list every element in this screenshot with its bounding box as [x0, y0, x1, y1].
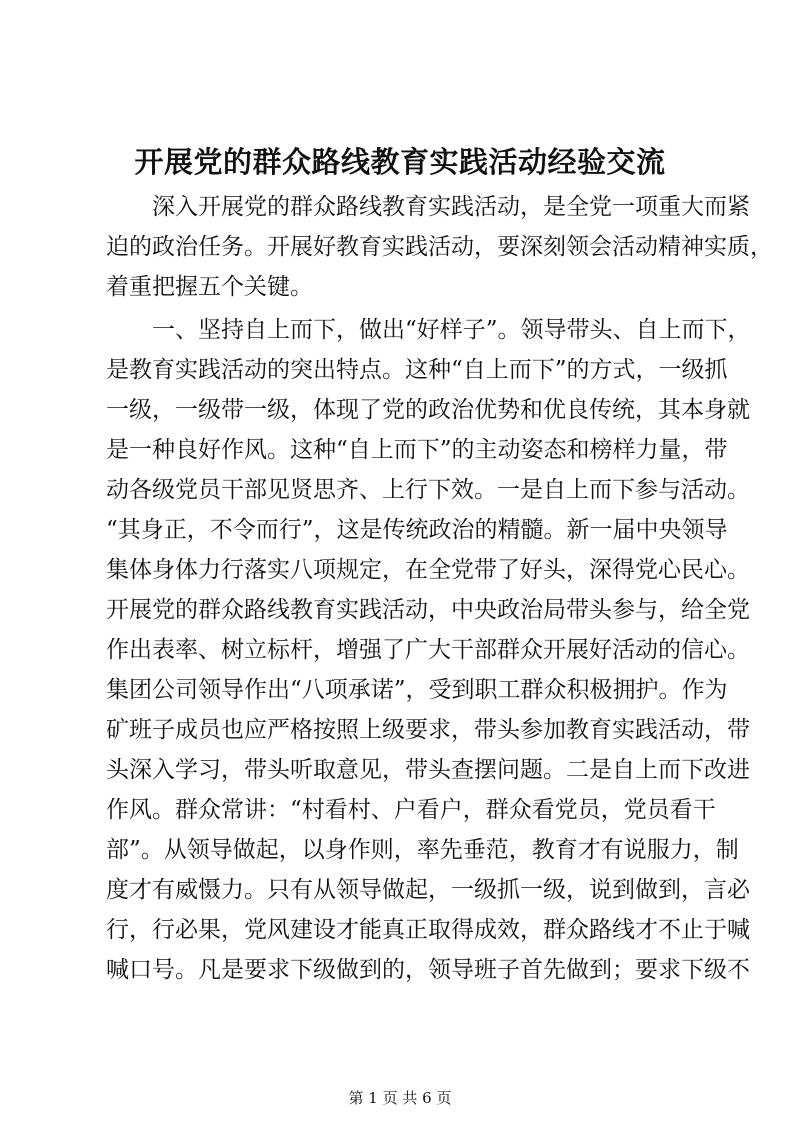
- paragraph-line: 是一种良好作风。这种“自上而下”的主动姿态和榜样力量，带: [106, 437, 728, 463]
- paragraph-line: 着重把握五个关键。: [106, 274, 313, 300]
- paragraph-line: 动各级党员干部见贤思齐、上行下效。一是自上而下参与活动。: [106, 477, 750, 503]
- paragraph-line: 集团公司领导作出“八项承诺”，受到职工群众积极拥护。作为: [106, 677, 728, 703]
- paragraph-line: 是教育实践活动的突出特点。这种“自上而下”的方式，一级抓: [106, 357, 728, 383]
- paragraph-line: 度才有威慑力。只有从领导做起，一级抓一级，说到做到，言必: [106, 877, 750, 903]
- page-number-footer: 第 1 页 共 6 页: [348, 1089, 452, 1107]
- paragraph-line: “其身正，不令而行”，这是传统政治的精髓。新一届中央领导: [106, 517, 728, 543]
- paragraph-line: 行，行必果，党风建设才能真正取得成效，群众路线才不止于喊: [106, 917, 750, 943]
- paragraph-line: 喊口号。凡是要求下级做到的，领导班子首先做到；要求下级不: [106, 957, 750, 983]
- paragraph-line: 一级，一级带一级，体现了党的政治优势和优良传统，其本身就: [106, 397, 750, 423]
- paragraph-line: 部”。从领导做起，以身作则，率先垂范，教育才有说服力，制: [106, 837, 739, 863]
- paragraph-line: 矿班子成员也应严格按照上级要求，带头参加教育实践活动，带: [106, 717, 750, 743]
- paragraph-line: 集体身体力行落实八项规定，在全党带了好头，深得党心民心。: [106, 557, 750, 583]
- paragraph-line: 深入开展党的群众路线教育实践活动，是全党一项重大而紧: [152, 194, 750, 220]
- paragraph-line: 迫的政治任务。开展好教育实践活动，要深刻领会活动精神实质，: [106, 234, 773, 260]
- paragraph-line: 开展党的群众路线教育实践活动，中央政治局带头参与，给全党: [106, 597, 750, 623]
- paragraph-line: 一、坚持自上而下，做出“好样子”。领导带头、自上而下，: [152, 317, 751, 343]
- paragraph-line: 作风。群众常讲：“村看村、户看户，群众看党员，党员看干: [106, 797, 716, 823]
- document-title: 开展党的群众路线教育实践活动经验交流: [134, 145, 666, 179]
- paragraph-line: 作出表率、树立标杆，增强了广大干部群众开展好活动的信心。: [106, 637, 750, 663]
- paragraph-line: 头深入学习，带头听取意见，带头查摆问题。二是自上而下改进: [106, 757, 750, 783]
